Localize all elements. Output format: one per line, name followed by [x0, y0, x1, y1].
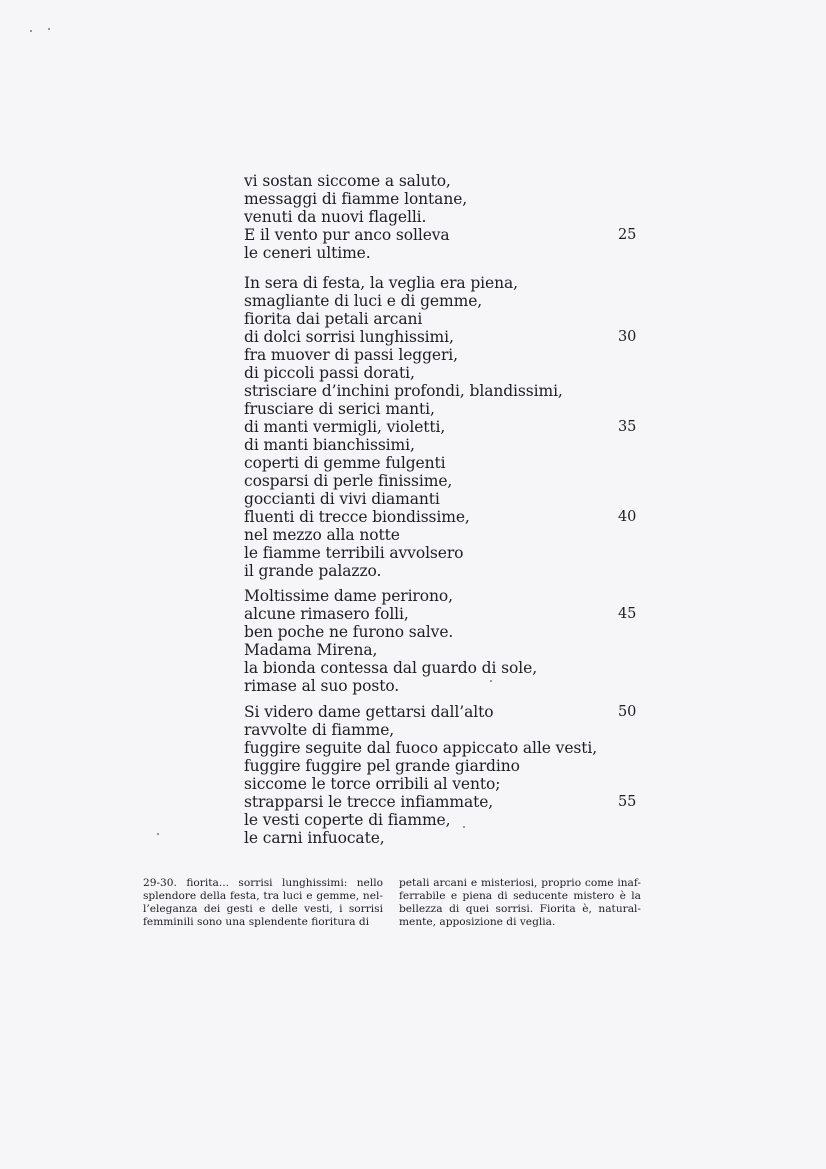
verse-line — [244, 641, 644, 659]
scan-speck — [463, 826, 465, 828]
stanza-3 — [244, 587, 644, 695]
verse-text: strapparsi le trecce infiammate, — [244, 793, 494, 811]
verse-line — [244, 677, 644, 695]
verse-line — [244, 436, 644, 454]
verse-line — [244, 508, 644, 526]
scan-speck — [157, 833, 159, 835]
verse-line — [244, 364, 644, 382]
verse-line — [244, 226, 644, 244]
verse-text: fra muover di passi leggeri, — [244, 346, 458, 364]
footnote-line: ferrabile e piena di seducente mistero è la — [399, 890, 641, 902]
footnote-line: petali arcani e misteriosi, proprio come inaf- — [399, 877, 641, 889]
verse-text: goccianti di vivi diamanti — [244, 490, 440, 508]
verse-text: Madama Mirena, — [244, 641, 378, 659]
verse-line — [244, 775, 644, 793]
footnote-line: femminili sono una splendente fioritura di — [143, 916, 370, 928]
verse-text: siccome le torce orribili al vento; — [244, 775, 501, 793]
verse-line — [244, 190, 644, 208]
verse-text: le vesti coperte di fiamme, — [244, 811, 451, 829]
verse-text: smagliante di luci e di gemme, — [244, 292, 483, 310]
verse-text: cosparsi di perle finissime, — [244, 472, 453, 490]
verse-text: fuggire seguite dal fuoco appiccato alle vesti, — [244, 739, 598, 757]
verse-text: In sera di festa, la veglia era piena, — [244, 274, 518, 292]
verse-line — [244, 659, 644, 677]
verse-text: ravvolte di fiamme, — [244, 721, 395, 739]
verse-text: le ceneri ultime. — [244, 244, 371, 262]
verse-text: le fiamme terribili avvolsero — [244, 544, 464, 562]
line-number: 35 — [618, 419, 637, 435]
verse-text: Si videro dame gettarsi dall’alto — [244, 703, 494, 721]
stanza-2 — [244, 274, 644, 580]
line-number: 55 — [618, 794, 637, 810]
verse-line — [244, 739, 644, 757]
footnote-line: splendore della festa, tra luci e gemme, nel- — [143, 890, 383, 902]
line-number: 40 — [618, 509, 637, 525]
verse-line — [244, 472, 644, 490]
verse-text: vi sostan siccome a saluto, — [244, 172, 451, 190]
verse-text: E il vento pur anco solleva — [244, 226, 450, 244]
verse-line — [244, 310, 644, 328]
footnote-line: mente, apposizione di veglia. — [399, 916, 556, 928]
footnote-line: bellezza di quei sorrisi. Fiorita è, natural- — [399, 903, 641, 915]
verse-line — [244, 346, 644, 364]
verse-line — [244, 605, 644, 623]
verse-line — [244, 292, 644, 310]
stanza-1 — [244, 172, 644, 262]
verse-line — [244, 829, 644, 847]
verse-text: la bionda contessa dal guardo di sole, — [244, 659, 538, 677]
verse-text: venuti da nuovi flagelli. — [244, 208, 427, 226]
verse-text: frusciare di serici manti, — [244, 400, 435, 418]
verse-line — [244, 208, 644, 226]
verse-line — [244, 328, 644, 346]
verse-text: ben poche ne furono salve. — [244, 623, 454, 641]
verse-line — [244, 544, 644, 562]
verse-line — [244, 811, 644, 829]
scan-speck — [30, 30, 32, 32]
verse-line — [244, 172, 644, 190]
line-number: 30 — [618, 329, 637, 345]
verse-text: fuggire fuggire pel grande giardino — [244, 757, 520, 775]
line-number: 25 — [618, 227, 637, 243]
verse-text: di dolci sorrisi lunghissimi, — [244, 328, 454, 346]
scan-speck — [490, 680, 492, 682]
verse-text: fiorita dai petali arcani — [244, 310, 423, 328]
verse-line — [244, 526, 644, 544]
verse-text: messaggi di fiamme lontane, — [244, 190, 468, 208]
verse-line — [244, 623, 644, 641]
verse-line — [244, 400, 644, 418]
footnote-line: l’eleganza dei gesti e delle vesti, i sorrisi — [143, 903, 383, 915]
verse-text: strisciare d’inchini profondi, blandissimi, — [244, 382, 563, 400]
line-number: 50 — [618, 704, 637, 720]
verse-line — [244, 721, 644, 739]
verse-line — [244, 703, 644, 721]
verse-line — [244, 418, 644, 436]
verse-line — [244, 490, 644, 508]
verse-line — [244, 757, 644, 775]
verse-text: alcune rimasero folli, — [244, 605, 409, 623]
stanza-4 — [244, 703, 644, 847]
verse-text: coperti di gemme fulgenti — [244, 454, 446, 472]
line-number: 45 — [618, 606, 637, 622]
verse-text: di manti vermigli, violetti, — [244, 418, 446, 436]
footnote-column-left — [143, 877, 383, 929]
verse-text: le carni infuocate, — [244, 829, 385, 847]
verse-text: nel mezzo alla notte — [244, 526, 400, 544]
verse-text: di manti bianchissimi, — [244, 436, 415, 454]
verse-text: il grande palazzo. — [244, 562, 382, 580]
verse-text: rimase al suo posto. — [244, 677, 400, 695]
verse-text: fluenti di trecce biondissime, — [244, 508, 470, 526]
verse-text: Moltissime dame perirono, — [244, 587, 453, 605]
footnote-line: 29-30. fiorita... sorrisi lunghissimi: nello — [143, 877, 383, 889]
verse-line — [244, 562, 644, 580]
verse-line — [244, 382, 644, 400]
verse-line — [244, 793, 644, 811]
verse-text: di piccoli passi dorati, — [244, 364, 415, 382]
verse-line — [244, 244, 644, 262]
verse-line — [244, 454, 644, 472]
verse-line — [244, 274, 644, 292]
footnote-column-right — [399, 877, 641, 929]
verse-line — [244, 587, 644, 605]
scan-speck — [48, 28, 50, 30]
